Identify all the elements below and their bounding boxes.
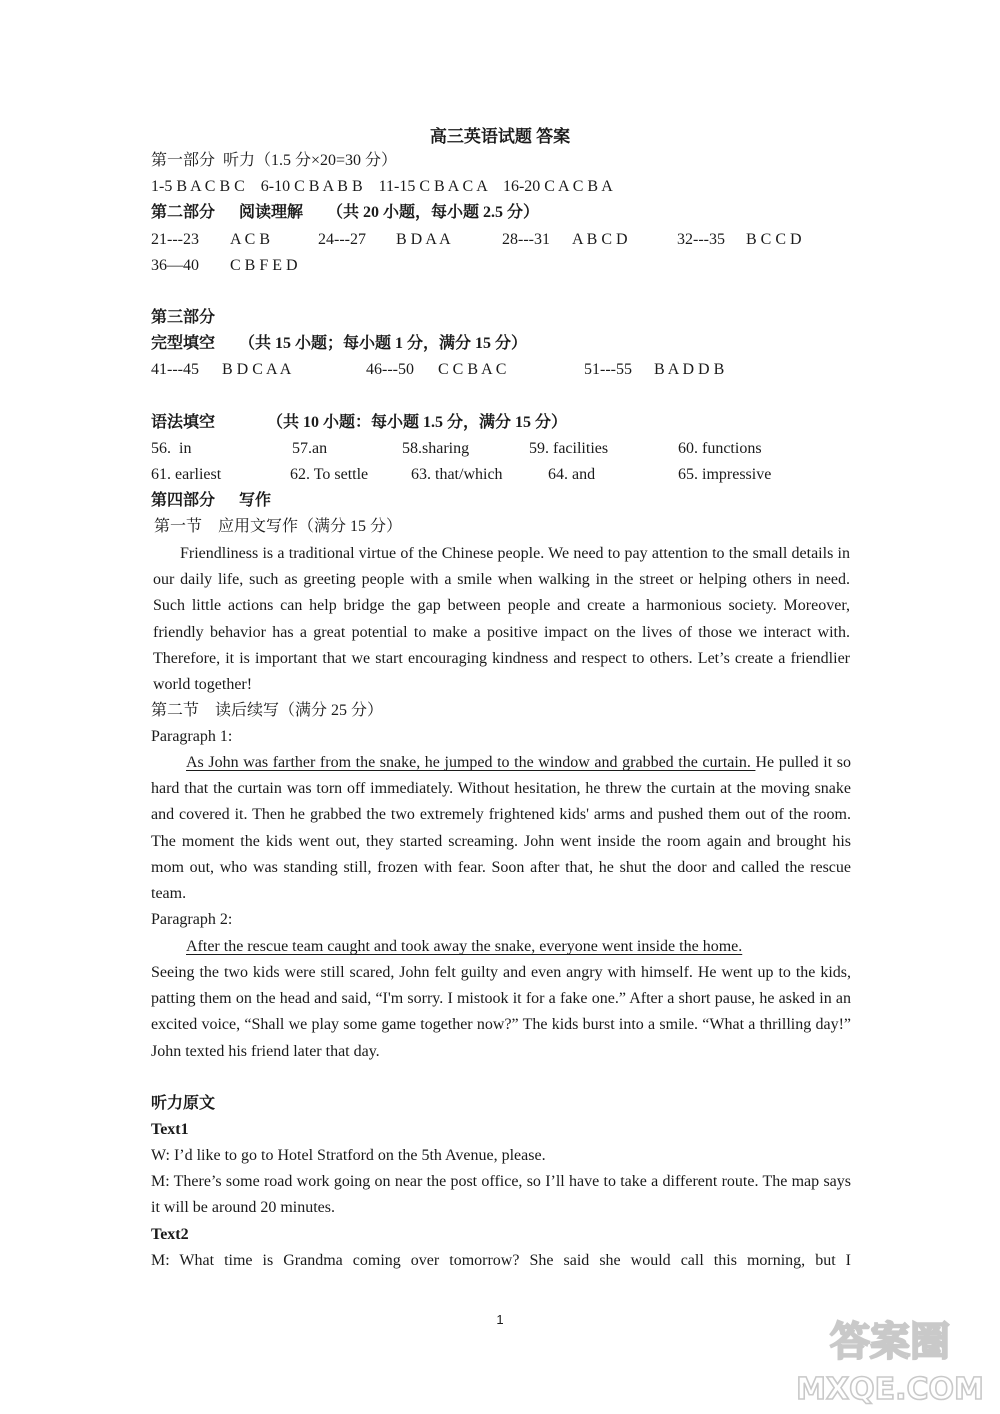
dialogue-line: M: There’s some road work going on near the post office, so I’ll have to take a different route. The map says it will be around 20 minutes.	[151, 1173, 851, 1217]
grammar-answer: 61. earliest	[151, 466, 222, 483]
dialogue-line: W: I’d like to go to Hotel Stratford on the 5th Avenue, please.	[151, 1147, 546, 1164]
paragraph2-label: Paragraph 2:	[151, 911, 233, 928]
grammar-answer: 63. that/which	[411, 466, 503, 483]
grammar-answer: 60. functions	[678, 440, 762, 457]
answer-range: 24---27	[318, 231, 366, 248]
answer-range: 41---45	[151, 361, 199, 378]
watermark-logo	[790, 1303, 990, 1408]
answer-range: 51---55	[584, 361, 632, 378]
paragraph1-label: Paragraph 1:	[151, 728, 233, 745]
given-opening-sentence: As John was farther from the snake, he jumped to the window and grabbed the curtain.	[186, 754, 756, 771]
essay-paragraph: Friendliness is a traditional virtue of the Chinese people. We need to pay attention to the small details in our daily life, such as greeting people with a smile when walking in the street or helping others in need. Such little actions can help bridge the gap between people and create a harmonious society. Moreover, friendly behavior has a great potential to make a positive impact on the lives of those we interact with. Therefore, it is important that we start encouraging kindness and respect to others. Let’s create a friendlier world together!	[153, 545, 850, 694]
answer-range: 21---23	[151, 231, 199, 248]
listening-heading: 听力原文	[151, 1095, 216, 1112]
part2-heading: 第二部分 阅读理解 （共 20 小题，每小题 2.5 分）	[151, 204, 540, 221]
grammar-answer: 57.an	[292, 440, 328, 457]
cloze-heading: 完型填空 （共 15 小题；每小题 1 分，满分 15 分）	[151, 335, 528, 352]
given-opening-sentence: After the rescue team caught and took away the snake, everyone went inside the home.	[186, 938, 743, 955]
dialogue-line: M: What time is Grandma coming over tomorrow? She said she would call this morning, but I	[151, 1252, 851, 1269]
answer-letters: C C B A C	[438, 361, 507, 378]
text2-label: Text2	[151, 1226, 189, 1243]
document-title: 高三英语试题 答案	[429, 127, 571, 146]
grammar-answer: 64. and	[548, 466, 596, 483]
part1-answers: 1-5 B A C B C 6-10 C B A B B 11-15 C B A C A 16-20 C A C B A	[151, 178, 613, 195]
watermark-chinese: 答案圈	[830, 1319, 950, 1365]
answer-letters: B D A A	[396, 231, 451, 248]
answer-range: 36—40	[151, 257, 199, 274]
answer-letters: B A D D B	[654, 361, 725, 378]
text1-label: Text1	[151, 1121, 189, 1138]
answer-letters: B C C D	[746, 231, 802, 248]
continuation-paragraph-1	[151, 750, 851, 907]
paragraph-body: He pulled it so hard that the curtain was torn off immediately. Without hesitation, he threw the curtain at the moving snake and covered it. Then he grabbed the two extremely frightened kids' arms and pushed them out of the room. The moment the kids went out, they started screaming. John went inside the room again and brought his mom out, who was standing still, frozen with fear. Soon after that, he shut the door and called the rescue team.	[151, 754, 852, 903]
page-number: 1	[496, 1312, 504, 1327]
grammar-answer: 59. facilities	[529, 440, 609, 457]
section1-heading: 第一节 应用文写作（满分 15 分）	[154, 518, 403, 535]
answer-range: 28---31	[502, 231, 550, 248]
answer-range: 32---35	[677, 231, 725, 248]
answer-letters: C B F E D	[230, 257, 298, 274]
answer-letters: A B C D	[572, 231, 628, 248]
part3-heading: 第三部分	[151, 309, 216, 326]
part4-heading: 第四部分 写作	[151, 492, 272, 509]
part1-heading: 第一部分 听力（1.5 分×20=30 分）	[151, 152, 398, 169]
continuation-paragraph-2: Seeing the two kids were still scared, John felt guilty and even angry with himself. He went up to the kids, patting them on the head and said, “I'm sorry. I mistook it for a fake one.” After a short pause, he asked in an excited voice, “Shall we play some game together now?” The kids burst into a smile. “What a thrilling day!” John texted his friend later that day.	[151, 964, 851, 1060]
section2-heading: 第二节 读后续写（满分 25 分）	[151, 702, 384, 719]
answer-letters: B D C A A	[222, 361, 292, 378]
answer-letters: A C B	[230, 231, 271, 248]
grammar-answer: 62. To settle	[290, 466, 369, 483]
answer-range: 46---50	[366, 361, 414, 378]
grammar-answer: 65. impressive	[678, 466, 772, 483]
grammar-answer: 56. in	[151, 440, 192, 457]
grammar-heading: 语法填空 （共 10 小题：每小题 1.5 分，满分 15 分）	[151, 414, 568, 431]
grammar-answer: 58.sharing	[402, 440, 470, 457]
watermark-domain: MXQE.COM	[796, 1372, 984, 1407]
